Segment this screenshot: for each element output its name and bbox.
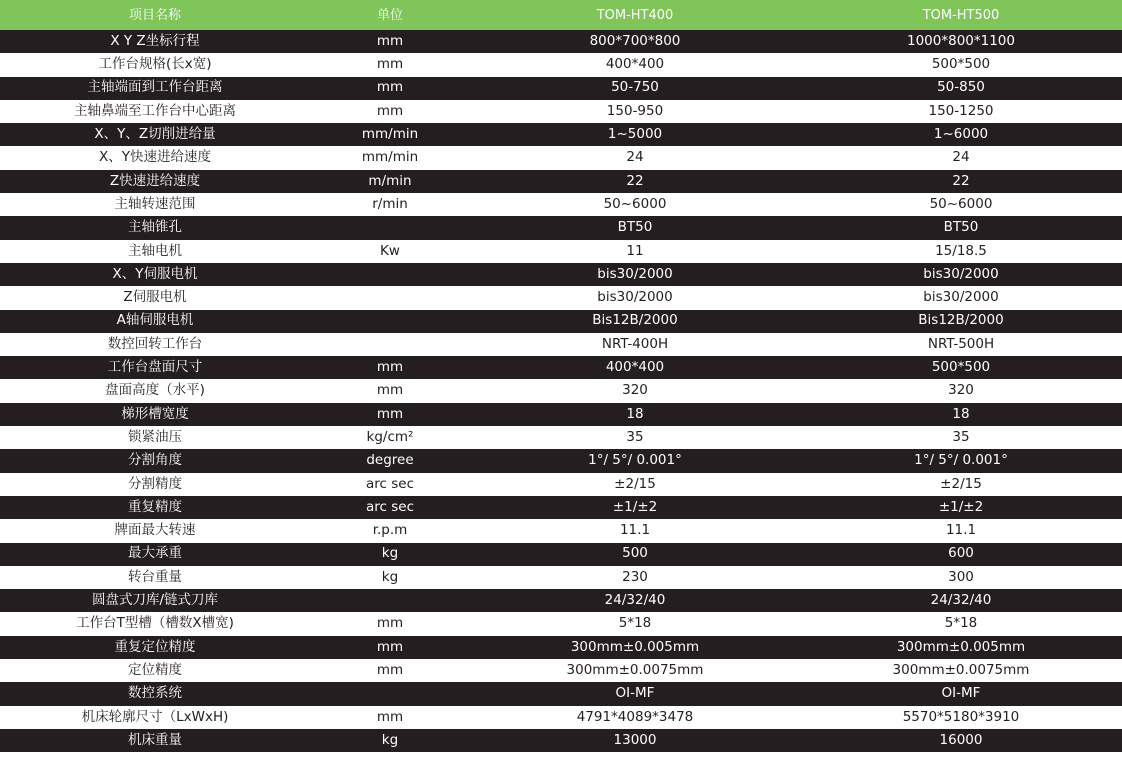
unit-cell (310, 216, 470, 239)
item-cell: 工作台盘面尺寸 (107, 359, 203, 376)
model-b-cell: 500*500 (931, 56, 991, 73)
model-b-cell: 320 (948, 382, 974, 399)
item-cell: 主轴端面到工作台距离 (87, 79, 223, 96)
model-b-cell: 500*500 (931, 359, 991, 376)
item-cell: 定位精度 (128, 661, 182, 678)
unit-cell (310, 682, 470, 705)
unit-cell: arc sec (365, 475, 414, 492)
model-b-cell: 22 (952, 172, 970, 189)
unit-cell (310, 589, 470, 612)
model-a-cell: 500 (622, 545, 648, 562)
table-row (0, 333, 1122, 356)
model-b-cell: OI-MF (941, 685, 981, 702)
table-row (0, 612, 1122, 635)
model-a-cell: Bis12B/2000 (592, 312, 678, 329)
model-a-cell: 24/32/40 (604, 592, 666, 609)
unit-cell: r.p.m (372, 522, 408, 539)
item-cell: 转台重量 (128, 568, 182, 585)
item-cell: 重复定位精度 (114, 638, 196, 655)
model-b-cell: 18 (952, 405, 970, 422)
model-b-cell: 24 (952, 149, 970, 166)
table-row (0, 310, 1122, 333)
model-b-cell: 50-850 (937, 79, 985, 96)
header-row (0, 0, 1122, 30)
item-cell: 主轴转速范围 (114, 195, 196, 212)
item-cell: 主轴鼻端至工作台中心距离 (74, 102, 236, 119)
model-a-cell: 1~5000 (607, 126, 663, 143)
table-row (0, 123, 1122, 146)
model-a-cell: ±1/±2 (612, 498, 658, 515)
model-b-cell: 600 (948, 545, 974, 562)
table-row (0, 519, 1122, 542)
item-cell: 主轴锥孔 (128, 219, 182, 236)
model-a-cell: 22 (626, 172, 644, 189)
model-b-cell: 24/32/40 (930, 592, 992, 609)
item-cell: 机床轮廓尺寸（LxWxH) (81, 708, 229, 725)
model-a-cell: 300mm±0.005mm (570, 638, 700, 655)
model-b-cell: 15/18.5 (935, 242, 987, 259)
model-a-cell: 230 (622, 568, 648, 585)
model-a-cell: 50~6000 (603, 195, 667, 212)
table-row (0, 706, 1122, 729)
model-b-cell: 300mm±0.0075mm (892, 661, 1030, 678)
item-cell: X Y Z坐标行程 (110, 32, 200, 49)
item-cell: 数控回转工作台 (107, 335, 203, 352)
model-b-cell: 16000 (939, 731, 983, 748)
model-b-cell: 35 (952, 428, 970, 445)
model-b-cell: 5*18 (944, 615, 978, 632)
table-row (0, 240, 1122, 263)
model-a-cell: 800*700*800 (589, 32, 681, 49)
table-row (0, 449, 1122, 472)
table-row (0, 146, 1122, 169)
unit-cell: mm (376, 32, 404, 49)
model-b-cell: bis30/2000 (923, 265, 999, 282)
model-b-cell: BT50 (943, 219, 979, 236)
item-cell: 牌面最大转速 (114, 522, 196, 539)
item-cell: Z伺服电机 (123, 289, 187, 306)
unit-cell: mm (376, 102, 404, 119)
model-b-cell: 11.1 (945, 522, 977, 539)
model-a-cell: BT50 (617, 219, 653, 236)
model-a-cell: 320 (622, 382, 648, 399)
unit-cell: mm (376, 638, 404, 655)
unit-cell: mm (376, 615, 404, 632)
item-cell: X、Y伺服电机 (112, 265, 198, 282)
item-cell: 分割精度 (128, 475, 182, 492)
spec-rows (0, 30, 1122, 752)
unit-cell: mm/min (361, 126, 419, 143)
unit-cell: kg (381, 731, 399, 748)
table-row (0, 170, 1122, 193)
model-a-cell: 35 (626, 428, 644, 445)
model-a-cell: 150-950 (606, 102, 664, 119)
table-row (0, 356, 1122, 379)
model-b-cell: 1°/ 5°/ 0.001° (914, 452, 1008, 469)
item-cell: 分割角度 (128, 452, 182, 469)
unit-cell (310, 263, 470, 286)
item-cell: 工作台规格(长x宽) (98, 56, 212, 73)
model-a-cell: 11 (626, 242, 644, 259)
unit-cell (310, 310, 470, 333)
table-row (0, 216, 1122, 239)
table-row (0, 426, 1122, 449)
item-cell: 圆盘式刀库/链式刀库 (91, 592, 219, 609)
model-a-cell: 24 (626, 149, 644, 166)
unit-cell: kg/cm² (366, 428, 414, 445)
model-b-cell: 300mm±0.005mm (896, 638, 1026, 655)
table-row (0, 30, 1122, 53)
model-b-cell: 1~6000 (933, 126, 989, 143)
model-a-cell: 300mm±0.0075mm (566, 661, 704, 678)
item-cell: 锁紧油压 (128, 428, 182, 445)
item-cell: 盘面高度（水平) (105, 382, 205, 399)
unit-cell: degree (366, 452, 414, 469)
item-cell: 梯形槽宽度 (121, 405, 189, 422)
model-b-cell: Bis12B/2000 (918, 312, 1004, 329)
unit-cell: mm (376, 405, 404, 422)
unit-cell: Kw (380, 242, 400, 259)
model-a-cell: 11.1 (619, 522, 651, 539)
model-b-cell: ±2/15 (940, 475, 982, 492)
unit-cell: mm (376, 56, 404, 73)
header-item: 项目名称 (128, 7, 181, 23)
item-cell: 数控系统 (128, 685, 182, 702)
table-row (0, 379, 1122, 402)
unit-cell: mm (376, 359, 404, 376)
table-row (0, 77, 1122, 100)
table-row (0, 473, 1122, 496)
model-b-cell: 150-1250 (928, 102, 994, 119)
unit-cell (310, 333, 470, 356)
model-a-cell: OI-MF (615, 685, 655, 702)
table-row (0, 636, 1122, 659)
model-b-cell: ±1/±2 (938, 498, 984, 515)
unit-cell (310, 286, 470, 309)
header-model-b: TOM-HT500 (922, 7, 1000, 23)
item-cell: A轴伺服电机 (116, 312, 194, 329)
table-row (0, 403, 1122, 426)
model-a-cell: 1°/ 5°/ 0.001° (588, 452, 682, 469)
unit-cell: mm/min (361, 149, 419, 166)
table-row (0, 566, 1122, 589)
item-cell: Z快速进给速度 (109, 172, 201, 189)
table-row (0, 589, 1122, 612)
item-cell: X、Y快速进给速度 (99, 149, 211, 166)
table-row (0, 682, 1122, 705)
table-row (0, 53, 1122, 76)
item-cell: 最大承重 (128, 545, 182, 562)
unit-cell: kg (381, 545, 399, 562)
model-b-cell: 50~6000 (929, 195, 993, 212)
table-row (0, 729, 1122, 752)
model-b-cell: 300 (948, 568, 974, 585)
model-a-cell: 400*400 (605, 56, 665, 73)
table-row (0, 263, 1122, 286)
model-b-cell: 1000*800*1100 (907, 32, 1015, 49)
unit-cell: kg (381, 568, 399, 585)
item-cell: 主轴电机 (128, 242, 182, 259)
table-row (0, 496, 1122, 519)
item-cell: 机床重量 (128, 731, 182, 748)
model-a-cell: 400*400 (605, 359, 665, 376)
unit-cell: m/min (368, 172, 412, 189)
model-b-cell: 5570*5180*3910 (902, 708, 1020, 725)
item-cell: 工作台T型槽（槽数X槽宽) (76, 615, 234, 632)
table-row (0, 659, 1122, 682)
model-a-cell: ±2/15 (614, 475, 656, 492)
table-row (0, 286, 1122, 309)
model-a-cell: 4791*4089*3478 (576, 708, 694, 725)
model-a-cell: bis30/2000 (597, 265, 673, 282)
unit-cell: mm (376, 79, 404, 96)
model-b-cell: bis30/2000 (923, 289, 999, 306)
unit-cell: r/min (372, 195, 408, 212)
model-a-cell: 18 (626, 405, 644, 422)
unit-cell: mm (376, 382, 404, 399)
table-row (0, 100, 1122, 123)
header-unit: 单位 (376, 7, 403, 23)
header-model-a: TOM-HT400 (596, 7, 674, 23)
model-a-cell: NRT-400H (601, 335, 669, 352)
item-cell: X、Y、Z切削进给量 (94, 126, 216, 143)
table-row (0, 193, 1122, 216)
model-a-cell: 13000 (613, 731, 657, 748)
table-row (0, 543, 1122, 566)
model-a-cell: 5*18 (618, 615, 652, 632)
model-a-cell: bis30/2000 (597, 289, 673, 306)
model-a-cell: 50-750 (611, 79, 659, 96)
unit-cell: mm (376, 661, 404, 678)
item-cell: 重复精度 (128, 498, 182, 515)
model-b-cell: NRT-500H (927, 335, 995, 352)
unit-cell: arc sec (365, 498, 414, 515)
unit-cell: mm (376, 708, 404, 725)
